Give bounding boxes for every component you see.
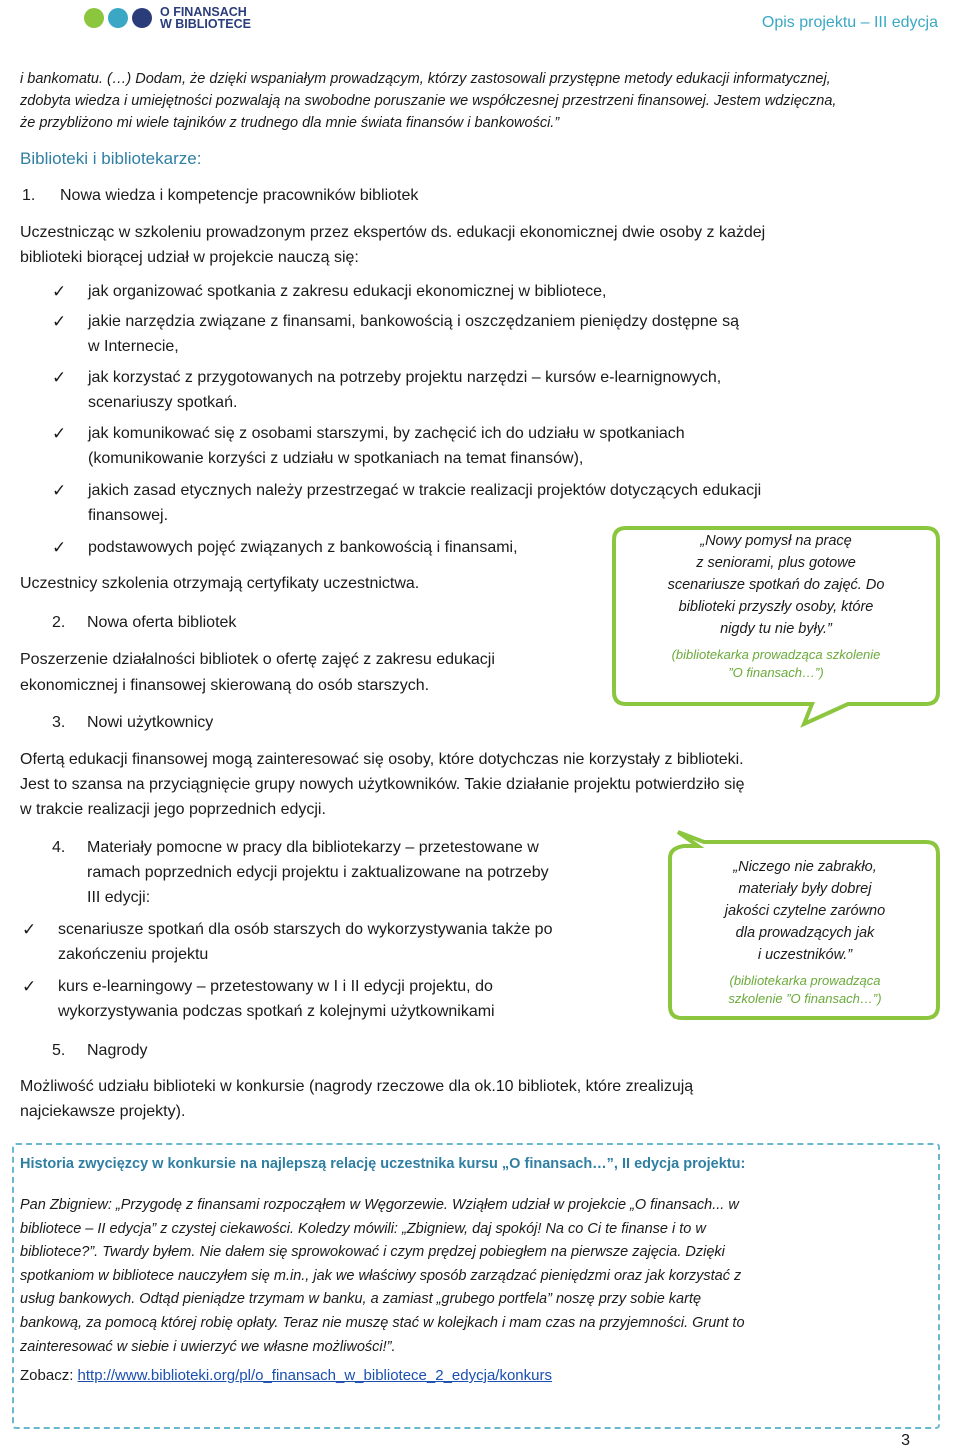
list-item-text: podstawowych pojęć związanych z bankowością i finansami, — [88, 539, 518, 556]
checkmark-icon: ✓ — [52, 312, 67, 331]
sec4-title-line-3: III edycji: — [87, 889, 151, 906]
story-line: bibliotece?”. Twardy byłem. Nie dałem się sprowokować i czym prędzej pobiegłem na pierwsze zajęcia. Dzięki — [20, 1244, 725, 1261]
sec4-title-line-2: ramach poprzednich edycji projektu i zaktualizowane na potrzeby — [87, 864, 549, 881]
list-item-text: jak korzystać z przygotowanych na potrzeby projektu narzędzi – kursów e-learnignowych, — [88, 369, 722, 386]
list-item-text: jak organizować spotkania z zakresu edukacji ekonomicznej w bibliotece, — [88, 283, 607, 300]
intro-quote-line-3: że przybliżono mi wiele tajników z trudnego dla mnie świata finansów i bankowości.” — [20, 115, 560, 131]
sec5-number: 5. — [52, 1042, 66, 1059]
sec1-number: 1. — [22, 187, 36, 204]
logo-circle-teal-icon — [108, 8, 128, 28]
logo-line-2: W BIBLIOTECE — [160, 17, 251, 31]
checkmark-icon: ✓ — [52, 424, 67, 443]
checkmark-icon: ✓ — [52, 538, 67, 557]
see-also — [20, 1367, 552, 1384]
bubble-1-author: (bibliotekarka prowadząca szkolenie — [671, 647, 881, 662]
header-title: Opis projektu – III edycja — [761, 14, 938, 31]
list-item-text: scenariuszy spotkań. — [88, 394, 238, 411]
sec1-intro-line-1: Uczestnicząc w szkoleniu prowadzonym przez ekspertów ds. edukacji ekonomicznej dwie osoby z każdej — [20, 224, 766, 241]
contest-link[interactable]: http://www.biblioteki.org/pl/o_finansach_w_bibliotece_2_edycja/konkurs — [77, 1367, 552, 1384]
sec2-line-2: ekonomicznej i finansowej skierowaną do osób starszych. — [20, 677, 430, 694]
list-item-text: (komunikowanie korzyści z udziału w spotkaniach na temat finansów), — [88, 450, 584, 467]
story-line: spotkaniom w bibliotece nauczyłem się m.in., jak we właściwy sposób zarządzać pieniędzmi oraz jak korzystać z — [20, 1267, 742, 1284]
checkmark-icon: ✓ — [52, 282, 67, 301]
logo-line-1: O FINANSACH — [160, 5, 247, 19]
intro-quote-line-2: zdobyta wiedza i umiejętności pozwalają na swobodne poruszanie we współczesnej przestrzeni finansowej. Jestem wdzięczna, — [20, 93, 837, 109]
page-number: 3 — [901, 1432, 910, 1449]
winner-story-text — [20, 1194, 920, 1359]
intro-quote-line-1: i bankomatu. (…) Dodam, że dzięki wspaniałym prowadzącym, którzy zastosowali przystępne metody edukacji informatycznej, — [20, 71, 831, 87]
logo-text — [160, 6, 251, 30]
sec2-number: 2. — [52, 614, 66, 631]
bubble-1-line: biblioteki przyszły osoby, które — [678, 599, 874, 615]
bubble-2-line: i uczestników.” — [757, 947, 853, 963]
sec5-line-1: Możliwość udziału biblioteki w konkursie (nagrody rzeczowe dla ok.10 bibliotek, które zrealizują — [20, 1078, 694, 1095]
bubble-2-line: „Niczego nie zabrakło, — [733, 859, 877, 875]
list-item-text: kurs e-learningowy – przetestowany w I i II edycji projektu, do — [58, 978, 493, 995]
story-line: usług bankowych. Odtąd pieniądze trzymam w banku, a zamiast „grubego portfela” noszę przy sobie kartę — [20, 1291, 702, 1308]
checkmark-icon: ✓ — [52, 481, 67, 500]
list-item-text: finansowej. — [88, 507, 169, 524]
bubble-2-line: materiały były dobrej — [738, 881, 872, 897]
list-item-text: scenariusze spotkań dla osób starszych do wykorzystywania także po — [58, 921, 553, 938]
bubble-1-line: nigdy tu nie były.” — [720, 621, 832, 637]
sec2-title: Nowa oferta bibliotek — [87, 614, 237, 631]
sec3-number: 3. — [52, 714, 66, 731]
see-also-label: Zobacz: — [20, 1367, 78, 1384]
bubble-2-line: jakości czytelne zarówno — [724, 903, 886, 919]
sec1-intro-line-2: biblioteki biorącej udział w projekcie nauczą się: — [20, 249, 359, 266]
bubble-2-line: dla prowadzących jak — [735, 925, 875, 941]
bubble-2-author: szkolenie ”O finansach…”) — [728, 991, 882, 1006]
bubble-1-line: scenariusze spotkań do zajęć. Do — [667, 577, 885, 593]
sec5-title: Nagrody — [87, 1042, 148, 1059]
bubble-1-line: „Nowy pomysł na pracę — [700, 533, 852, 549]
story-line: bankową, za pomocą której robię opłaty. Teraz nie muszę stać w kolejkach i mam czas na przyjemności. Grunt to — [20, 1314, 745, 1331]
bubble-1-author: ”O finansach…”) — [728, 665, 824, 680]
checkmark-icon: ✓ — [22, 977, 37, 996]
list-item-text: jak komunikować się z osobami starszymi, by zachęcić ich do udziału w spotkaniach — [88, 425, 685, 442]
sec4-title-line-1: Materiały pomocne w pracy dla bibliotekarzy – przetestowane w — [87, 839, 539, 856]
bubble-2-author: (bibliotekarka prowadząca — [729, 973, 881, 988]
winner-story-title: Historia zwycięzcy w konkursie na najlepszą relację uczestnika kursu „O finansach…”, II edycja projektu: — [20, 1156, 746, 1172]
sec5-line-2: najciekawsze projekty). — [20, 1103, 186, 1120]
sec3-line-3: w trakcie realizacji jego poprzednich edycji. — [20, 801, 326, 818]
list-item-text: jakie narzędzia związane z finansami, bankowością i oszczędzaniem pieniędzy dostępne są — [88, 313, 740, 330]
checkmark-icon: ✓ — [52, 368, 67, 387]
sec3-title: Nowi użytkownicy — [87, 714, 214, 731]
sec1-certificate: Uczestnicy szkolenia otrzymają certyfikaty uczestnictwa. — [20, 575, 420, 592]
logo-circle-navy-icon — [132, 8, 152, 28]
sec2-line-1: Poszerzenie działalności bibliotek o ofertę zajęć z zakresu edukacji — [20, 651, 495, 668]
list-item-text: jakich zasad etycznych należy przestrzegać w trakcie realizacji projektów dotyczących edukacji — [88, 482, 762, 499]
story-line: Pan Zbigniew: „Przygodę z finansami rozpocząłem w Węgorzewie. Wziąłem udział w projekcie „O finansach... w — [20, 1197, 739, 1213]
sec3-line-1: Ofertą edukacji finansowej mogą zainteresować się osoby, które dotychczas nie korzystały z biblioteki. — [20, 751, 744, 768]
list-item-text: wykorzystywania podczas spotkań z kolejnymi użytkownikami — [58, 1003, 495, 1020]
list-item-text: zakończeniu projektu — [58, 946, 209, 963]
bubble-1-quote — [616, 530, 936, 682]
section-heading: Biblioteki i bibliotekarze: — [20, 149, 202, 168]
project-logo — [84, 2, 284, 34]
bubble-1-line: z seniorami, plus gotowe — [696, 555, 856, 571]
logo-circle-green-icon — [84, 8, 104, 28]
story-line: zainteresować w siebie i uwierzyć we własne możliwości!”. — [20, 1338, 396, 1355]
checkmark-icon: ✓ — [22, 920, 37, 939]
story-line: bibliotece – II edycja” z czystej ciekawości. Koledzy mówili: „Zbigniew, daj spokój! Na co Ci te finanse i to w — [20, 1220, 706, 1237]
list-item-text: w Internecie, — [88, 338, 179, 355]
sec3-line-2: Jest to szansa na przyciągnięcie grupy nowych użytkowników. Takie działanie projektu potwierdziło się — [20, 776, 745, 793]
sec4-number: 4. — [52, 839, 66, 856]
bubble-2-quote — [672, 856, 938, 1008]
sec1-title: Nowa wiedza i kompetencje pracowników bibliotek — [60, 187, 419, 204]
